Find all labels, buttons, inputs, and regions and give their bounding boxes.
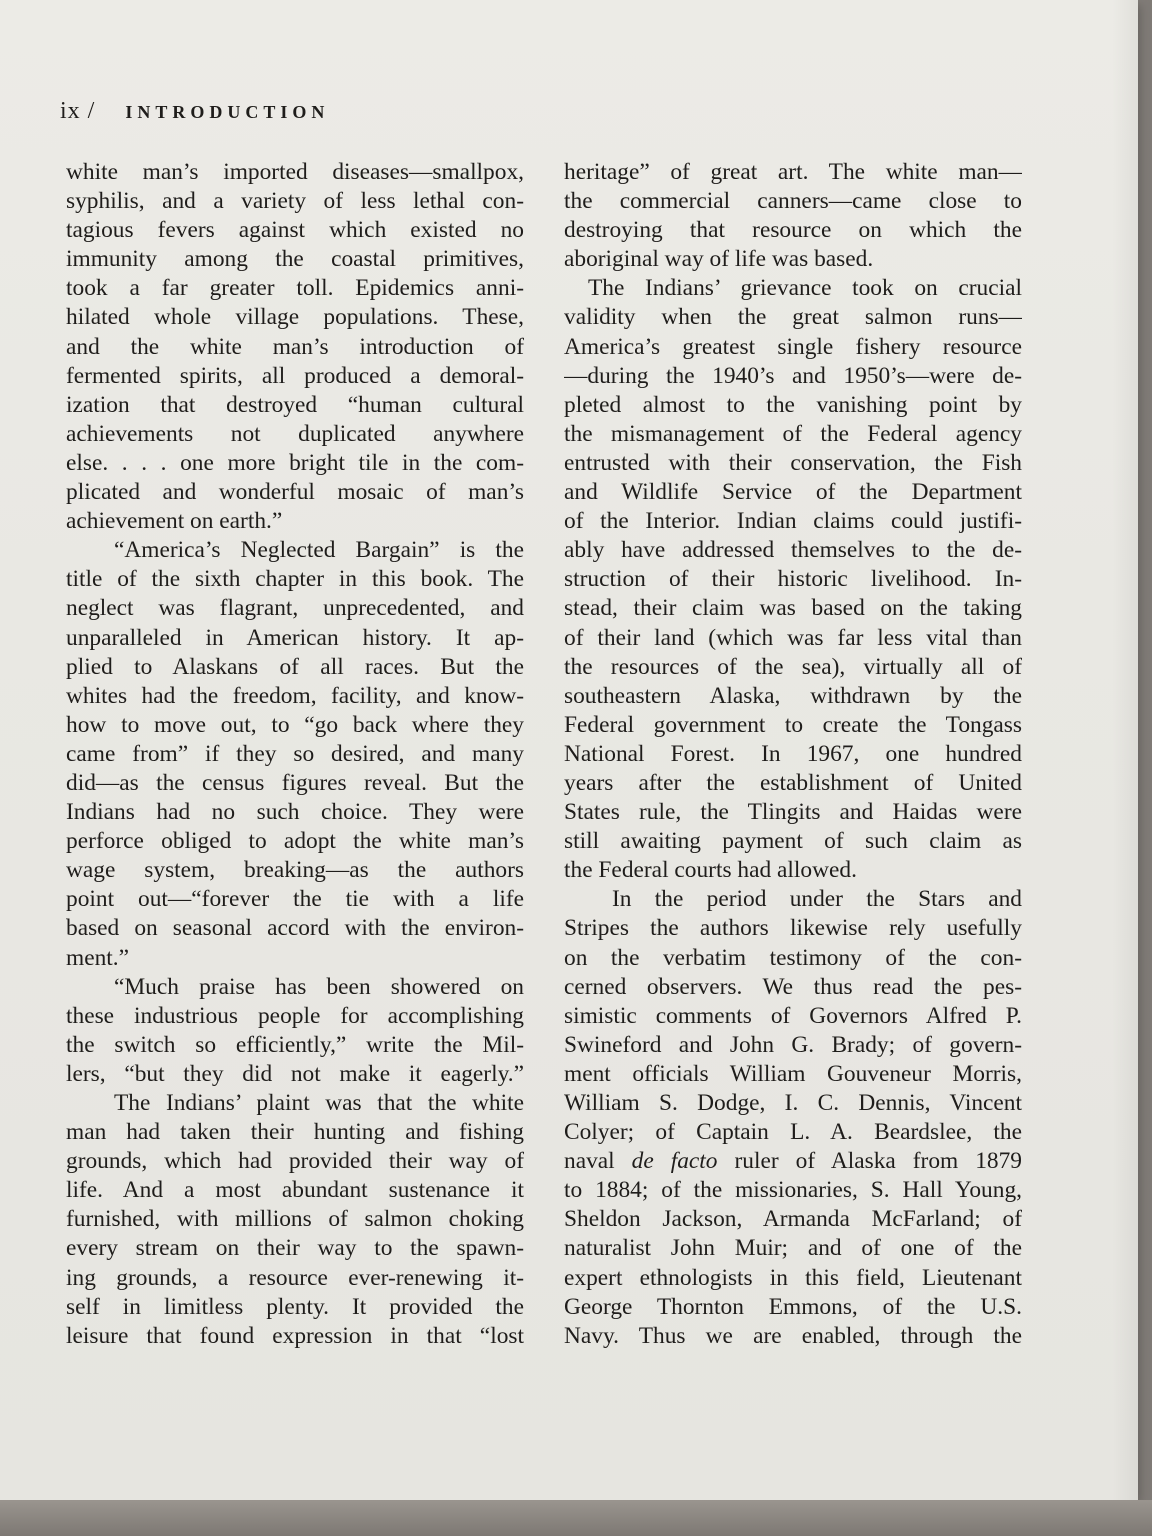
text-line: man had taken their hunting and fishing xyxy=(66,1119,524,1146)
text-line: of their land (which was far less vital than xyxy=(564,624,1022,651)
text-line: plicated and wonderful mosaic of man’s xyxy=(66,479,524,506)
text-line: unparalleled in American history. It ap- xyxy=(66,624,524,651)
text-line: did—as the census figures reveal. But the xyxy=(66,769,524,796)
right-text-column xyxy=(564,158,1022,1351)
text-line: The Indians’ grievance took on crucial xyxy=(588,275,1022,302)
text-line: else. . . . one more bright tile in the com- xyxy=(66,449,524,476)
text-line: expert ethnologists in this field, Lieutenant xyxy=(564,1264,1022,1291)
text-line: lers, “but they did not make it eagerly.” xyxy=(66,1060,524,1087)
text-line: Indians had no such choice. They were xyxy=(66,799,524,826)
text-line: In the period under the Stars and xyxy=(612,886,1022,913)
page-edge-shadow xyxy=(1112,0,1152,1536)
text-line: entrusted with their conservation, the Fish xyxy=(564,449,1022,476)
page-header xyxy=(60,98,329,128)
text-line: —during the 1940’s and 1950’s—were de- xyxy=(564,362,1022,389)
text-line: plied to Alaskans of all races. But the xyxy=(66,653,524,680)
text-line: syphilis, and a variety of less lethal con- xyxy=(66,188,524,215)
text-line: white man’s imported diseases—smallpox, xyxy=(66,159,524,185)
italic-phrase: de facto xyxy=(631,1148,718,1175)
text-line: and Wildlife Service of the Department xyxy=(564,479,1022,506)
text-line: on the verbatim testimony of the con- xyxy=(564,944,1022,971)
text-line: achievement on earth.” xyxy=(66,508,283,535)
text-line: whites had the freedom, facility, and know- xyxy=(66,682,524,709)
text-line: ably have addressed themselves to the de- xyxy=(564,537,1022,564)
text-line: achievements not duplicated anywhere xyxy=(66,420,524,447)
text-line: still awaiting payment of such claim as xyxy=(564,828,1022,855)
text-line: the commercial canners—came close to xyxy=(564,188,1022,215)
text-line: point out—“forever the tie with a life xyxy=(66,886,524,913)
text-line: leisure that found expression in that “lost xyxy=(66,1322,524,1349)
text-line: struction of their historic livelihood. In- xyxy=(564,566,1022,593)
text-line: America’s greatest single fishery resource xyxy=(564,333,1022,360)
text-line: ment.” xyxy=(66,944,129,971)
text-line: neglect was flagrant, unprecedented, and xyxy=(66,595,524,622)
book-bottom-edge xyxy=(0,1500,1152,1536)
text-line: ment officials William Gouveneur Morris, xyxy=(564,1060,1022,1087)
text-line: destroying that resource on which the xyxy=(564,217,1022,244)
text-line: perforce obliged to adopt the white man’s xyxy=(66,828,524,855)
text-line: fermented spirits, all produced a demoral- xyxy=(66,362,524,389)
text-line: came from” if they so desired, and many xyxy=(66,740,524,767)
text-line: self in limitless plenty. It provided the xyxy=(66,1293,524,1320)
text-line: how to move out, to “go back where they xyxy=(66,711,524,738)
text-line: The Indians’ plaint was that the white xyxy=(114,1090,524,1116)
text-line: pleted almost to the vanishing point by xyxy=(564,391,1022,418)
text-line: ization that destroyed “human cultural xyxy=(66,391,524,418)
text-line: years after the establishment of United xyxy=(564,769,1022,796)
text-line: to 1884; of the missionaries, S. Hall Young, xyxy=(564,1177,1022,1204)
text-line: the resources of the sea), virtually all of xyxy=(564,653,1022,680)
text-line: Federal government to create the Tongass xyxy=(564,711,1022,738)
text-line: tagious fevers against which existed no xyxy=(66,217,524,244)
text-line: validity when the great salmon runs— xyxy=(564,304,1022,331)
text-line: title of the sixth chapter in this book. The xyxy=(66,566,524,593)
text-line: of the Interior. Indian claims could justifi- xyxy=(564,508,1022,535)
text-line: grounds, which had provided their way of xyxy=(66,1148,524,1175)
text-line: Colyer; of Captain L. A. Beardslee, the xyxy=(564,1119,1022,1146)
text-line: naval de facto ruler of Alaska from 1879 xyxy=(564,1148,1022,1175)
text-line: Navy. Thus we are enabled, through the xyxy=(564,1322,1022,1349)
text-line: wage system, breaking—as the authors xyxy=(66,857,524,884)
text-line: based on seasonal accord with the environ- xyxy=(66,915,524,942)
text-line: southeastern Alaska, withdrawn by the xyxy=(564,682,1022,709)
text-line: heritage” of great art. The white man— xyxy=(564,159,1022,185)
text-line: ing grounds, a resource ever-renewing it- xyxy=(66,1264,524,1291)
text-line: Sheldon Jackson, Armanda McFarland; of xyxy=(564,1206,1022,1233)
text-line: furnished, with millions of salmon choking xyxy=(66,1206,524,1233)
text-line: cerned observers. We thus read the pes- xyxy=(564,973,1022,1000)
text-line: the mismanagement of the Federal agency xyxy=(564,420,1022,447)
page-number: ix / xyxy=(60,98,96,124)
text-line: the Federal courts had allowed. xyxy=(564,857,857,884)
left-text-column xyxy=(66,158,524,1351)
text-line: National Forest. In 1967, one hundred xyxy=(564,740,1022,767)
text-line: States rule, the Tlingits and Haidas were xyxy=(564,799,1022,826)
text-line: stead, their claim was based on the taking xyxy=(564,595,1022,622)
text-line: hilated whole village populations. These, xyxy=(66,304,524,331)
text-line: the switch so efficiently,” write the Mil- xyxy=(66,1031,524,1058)
text-line: and the white man’s introduction of xyxy=(66,333,524,360)
text-line: every stream on their way to the spawn- xyxy=(66,1235,524,1262)
text-line: William S. Dodge, I. C. Dennis, Vincent xyxy=(564,1090,1022,1116)
text-line: Stripes the authors likewise rely usefully xyxy=(564,915,1022,942)
text-line: simistic comments of Governors Alfred P. xyxy=(564,1002,1022,1029)
text-line: these industrious people for accomplishing xyxy=(66,1002,524,1029)
text-line: Swineford and John G. Brady; of govern- xyxy=(564,1031,1022,1058)
text-line: aboriginal way of life was based. xyxy=(564,246,874,273)
running-head: INTRODUCTION xyxy=(125,102,330,122)
text-line: immunity among the coastal primitives, xyxy=(66,246,524,273)
text-line: George Thornton Emmons, of the U.S. xyxy=(564,1293,1022,1320)
text-line: took a far greater toll. Epidemics anni- xyxy=(66,275,524,302)
text-line: “Much praise has been showered on xyxy=(114,973,524,1000)
text-line: “America’s Neglected Bargain” is the xyxy=(114,537,524,564)
text-line: naturalist John Muir; and of one of the xyxy=(564,1235,1022,1262)
text-line: life. And a most abundant sustenance it xyxy=(66,1177,524,1204)
